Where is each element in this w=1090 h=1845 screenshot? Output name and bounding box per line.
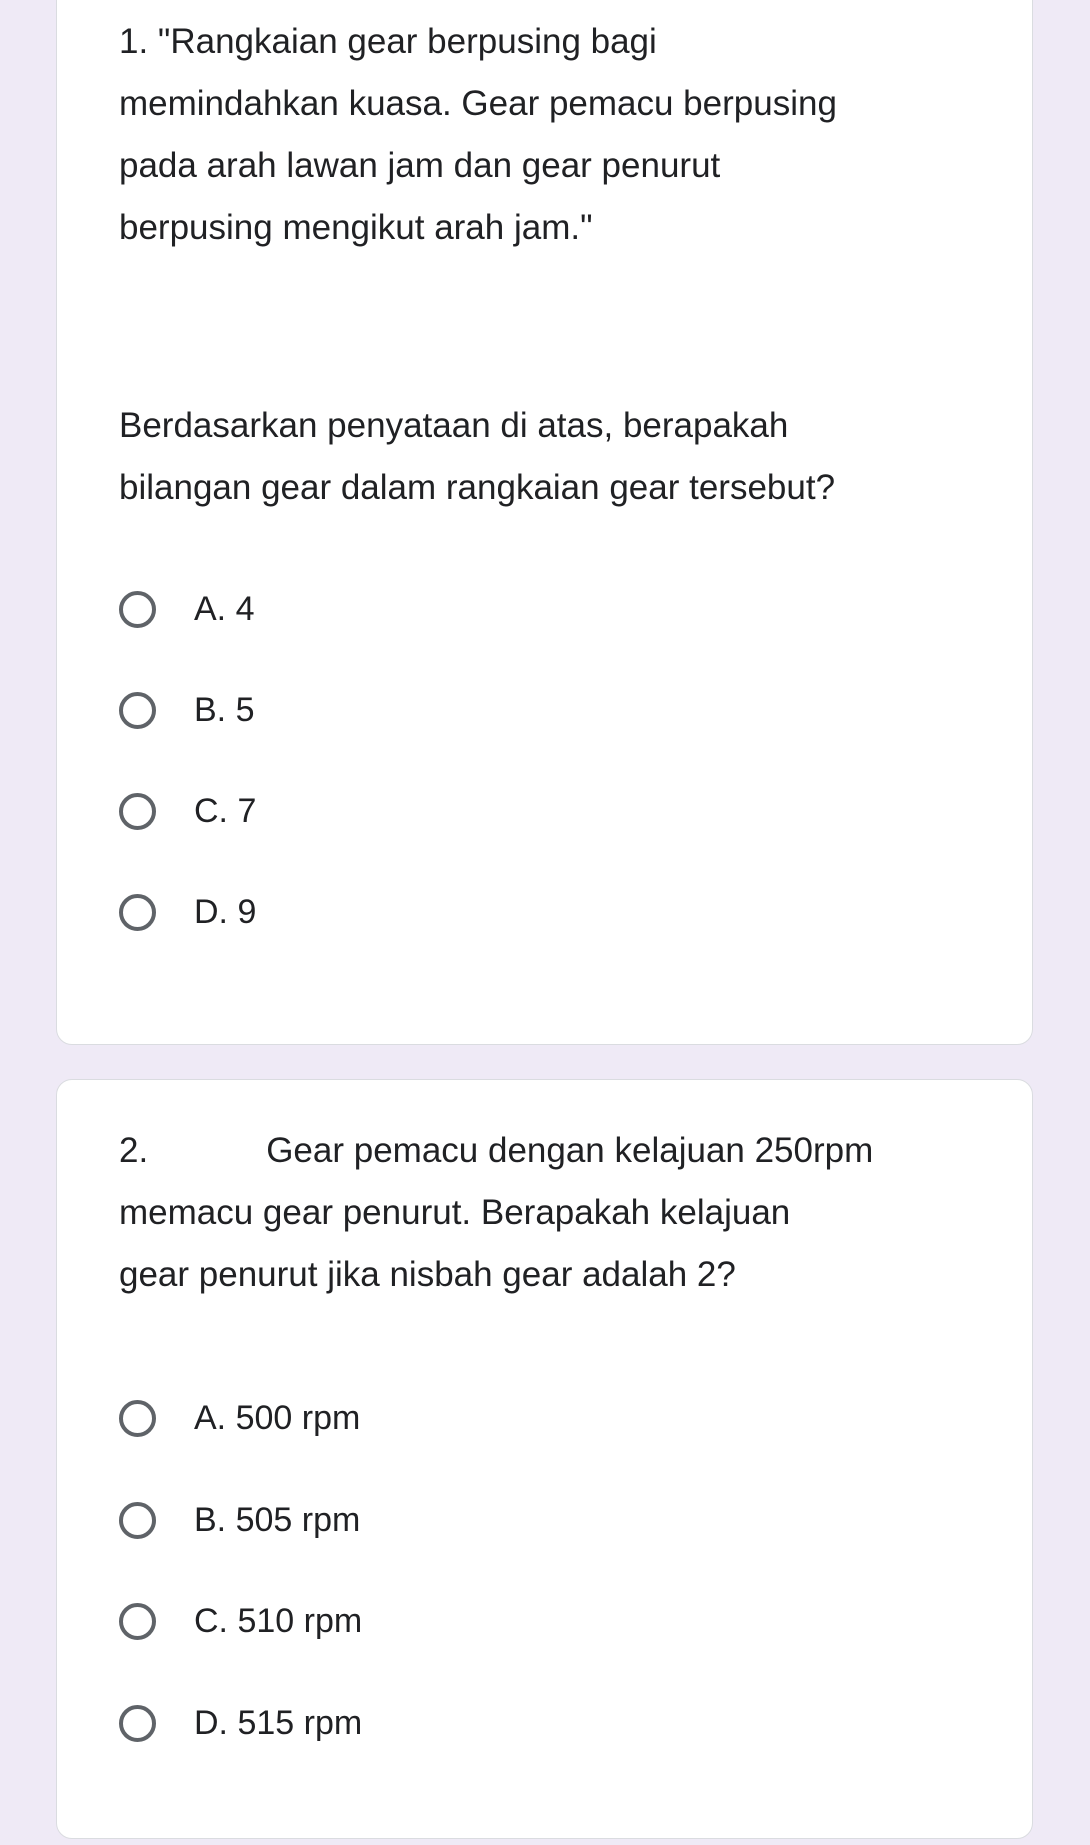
question-prompt-line: Berdasarkan penyataan di atas, berapakah bbox=[119, 406, 789, 445]
radio-button-icon[interactable] bbox=[119, 692, 156, 729]
radio-button-icon[interactable] bbox=[119, 591, 156, 628]
q1-option-d[interactable] bbox=[119, 887, 256, 937]
option-label: A. 4 bbox=[194, 590, 255, 628]
question-2-statement bbox=[119, 1120, 1019, 1306]
question-text-line: berpusing mengikut arah jam." bbox=[119, 208, 593, 247]
radio-button-icon[interactable] bbox=[119, 793, 156, 830]
option-label: B. 5 bbox=[194, 691, 255, 729]
question-card-1 bbox=[56, 0, 1033, 1045]
question-text-line: pada arah lawan jam dan gear penurut bbox=[119, 146, 721, 185]
radio-button-icon[interactable] bbox=[119, 1502, 156, 1539]
question-1-statement bbox=[119, 11, 1019, 259]
q2-option-c[interactable] bbox=[119, 1596, 362, 1646]
q1-option-b[interactable] bbox=[119, 685, 254, 735]
question-text-line: memindahkan kuasa. Gear pemacu berpusing bbox=[119, 84, 837, 123]
question-text-first: Gear pemacu dengan kelajuan 250rpm bbox=[266, 1131, 874, 1170]
question-text-line bbox=[119, 1120, 1019, 1182]
radio-button-icon[interactable] bbox=[119, 1603, 156, 1640]
q2-option-d[interactable] bbox=[119, 1698, 362, 1748]
question-number: 2. bbox=[119, 1131, 149, 1170]
question-text-line: 1. "Rangkaian gear berpusing bagi bbox=[119, 22, 657, 61]
question-prompt-line: bilangan gear dalam rangkaian gear tersebut? bbox=[119, 468, 836, 507]
q1-option-c[interactable] bbox=[119, 786, 256, 836]
question-text-line: memacu gear penurut. Berapakah kelajuan bbox=[119, 1193, 791, 1232]
option-label: C. 510 rpm bbox=[194, 1602, 363, 1640]
option-label: D. 9 bbox=[194, 893, 257, 931]
q1-option-a[interactable] bbox=[119, 584, 254, 634]
radio-button-icon[interactable] bbox=[119, 1400, 156, 1437]
q2-option-a[interactable] bbox=[119, 1393, 360, 1443]
question-card-2 bbox=[56, 1079, 1033, 1839]
radio-button-icon[interactable] bbox=[119, 1705, 156, 1742]
option-label: C. 7 bbox=[194, 792, 257, 830]
question-text-line: gear penurut jika nisbah gear adalah 2? bbox=[119, 1255, 736, 1294]
question-1-prompt bbox=[119, 395, 1019, 519]
option-label: B. 505 rpm bbox=[194, 1501, 361, 1539]
option-label: D. 515 rpm bbox=[194, 1704, 363, 1742]
radio-button-icon[interactable] bbox=[119, 894, 156, 931]
q2-option-b[interactable] bbox=[119, 1495, 360, 1545]
option-label: A. 500 rpm bbox=[194, 1399, 361, 1437]
